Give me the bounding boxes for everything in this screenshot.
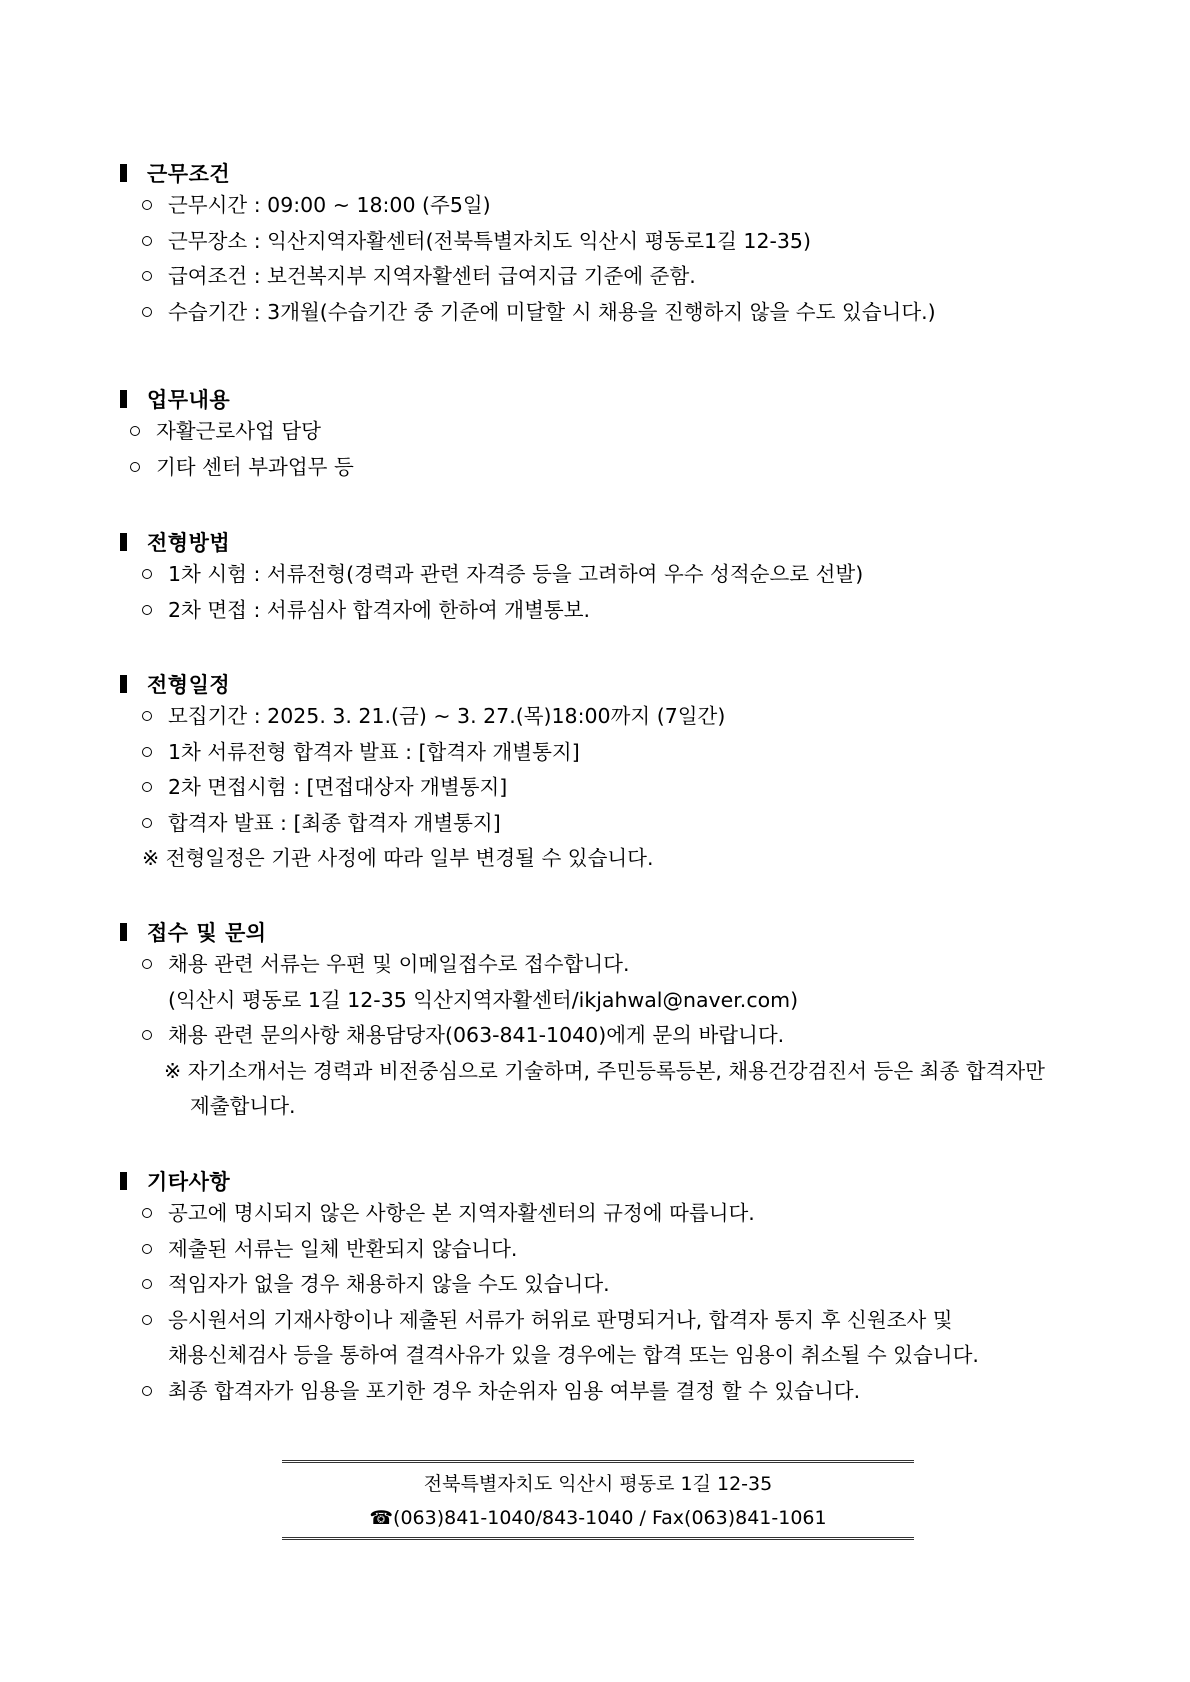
list-item: 근무장소 : 익산지역자활센터(전북특별자치도 익산시 평동로1길 12-35) bbox=[120, 224, 1080, 260]
section-title: 업무내용 bbox=[147, 388, 231, 412]
circle-bullet-icon bbox=[142, 200, 152, 210]
list-item: 기타 센터 부과업무 등 bbox=[120, 450, 1080, 486]
section-marker-icon bbox=[120, 923, 127, 941]
list-item-continued: 채용신체검사 등을 통하여 결격사유가 있을 경우에는 합격 또는 임용이 취소될 수 있습니다. bbox=[168, 1343, 979, 1367]
list-item: 근무시간 : 09:00 ~ 18:00 (주5일) bbox=[120, 188, 1080, 224]
section-header bbox=[120, 384, 1080, 414]
list-item: 2차 면접시험 : [면접대상자 개별통지] bbox=[120, 770, 1080, 806]
section-header bbox=[120, 158, 1080, 188]
list-item: 모집기간 : 2025. 3. 21.(금) ~ 3. 27.(목)18:00까지 (7일간) bbox=[120, 699, 1080, 735]
section-job-description bbox=[120, 384, 1080, 485]
circle-bullet-icon bbox=[142, 782, 152, 792]
section-marker-icon bbox=[120, 533, 127, 551]
circle-bullet-icon bbox=[142, 1030, 152, 1040]
section-title: 전형일정 bbox=[147, 673, 231, 697]
list-item: 1차 서류전형 합격자 발표 : [합격자 개별통지] bbox=[120, 735, 1080, 771]
document-note: ※ 자기소개서는 경력과 비전중심으로 기술하며, 주민등록등본, 채용건강검진서 등은 최종 합격자만 bbox=[164, 1058, 1045, 1083]
list-item: 최종 합격자가 임용을 포기한 경우 차순위자 임용 여부를 결정 할 수 있습니다. bbox=[120, 1374, 1080, 1410]
circle-bullet-icon bbox=[130, 462, 140, 472]
footer-top-rule bbox=[282, 1460, 914, 1463]
section-header bbox=[120, 669, 1080, 699]
circle-bullet-icon bbox=[142, 747, 152, 757]
circle-bullet-icon bbox=[142, 711, 152, 721]
circle-bullet-icon bbox=[142, 307, 152, 317]
section-schedule bbox=[120, 669, 1080, 877]
list-item: 합격자 발표 : [최종 합격자 개별통지] bbox=[120, 806, 1080, 842]
section-title: 기타사항 bbox=[147, 1170, 231, 1194]
list-item: 2차 면접 : 서류심사 합격자에 한하여 개별통보. bbox=[120, 593, 1080, 629]
circle-bullet-icon bbox=[130, 426, 140, 436]
circle-bullet-icon bbox=[142, 1315, 152, 1325]
section-title: 접수 및 문의 bbox=[147, 921, 267, 945]
list-item: 급여조건 : 보건복지부 지역자활센터 급여지급 기준에 준함. bbox=[120, 259, 1080, 295]
section-marker-icon bbox=[120, 390, 127, 408]
section-marker-icon bbox=[120, 1172, 127, 1190]
list-item: 적임자가 없을 경우 채용하지 않을 수도 있습니다. bbox=[120, 1267, 1080, 1303]
circle-bullet-icon bbox=[142, 271, 152, 281]
section-other-matters bbox=[120, 1166, 1080, 1409]
section-marker-icon bbox=[120, 675, 127, 693]
section-title: 전형방법 bbox=[147, 531, 231, 555]
section-title: 근무조건 bbox=[147, 162, 231, 186]
document-note-continued: 제출합니다. bbox=[190, 1094, 296, 1118]
section-selection-method bbox=[120, 527, 1080, 628]
list-item: 1차 시험 : 서류전형(경력과 관련 자격증 등을 고려하여 우수 성적순으로 선발) bbox=[120, 557, 1080, 593]
address-email-line: (익산시 평동로 1길 12-35 익산지역자활센터/ikjahwal@naver.com) bbox=[168, 987, 799, 1012]
circle-bullet-icon bbox=[142, 236, 152, 246]
section-header bbox=[120, 917, 1080, 947]
section-header bbox=[120, 1166, 1080, 1196]
circle-bullet-icon bbox=[142, 1208, 152, 1218]
schedule-note: ※ 전형일정은 기관 사정에 따라 일부 변경될 수 있습니다. bbox=[142, 846, 654, 870]
section-marker-icon bbox=[120, 164, 127, 182]
footer-address: 전북특별자치도 익산시 평동로 1길 12-35 bbox=[423, 1473, 773, 1495]
section-header bbox=[120, 527, 1080, 557]
section-work-conditions bbox=[120, 158, 1080, 330]
circle-bullet-icon bbox=[142, 959, 152, 969]
circle-bullet-icon bbox=[142, 818, 152, 828]
footer bbox=[282, 1460, 914, 1540]
section-application-inquiry bbox=[120, 917, 1080, 1125]
list-item: 제출된 서류는 일체 반환되지 않습니다. bbox=[120, 1232, 1080, 1268]
circle-bullet-icon bbox=[142, 1279, 152, 1289]
footer-bottom-rule bbox=[282, 1537, 914, 1540]
circle-bullet-icon bbox=[142, 569, 152, 579]
footer-contact: ☎(063)841-1040/843-1040 / Fax(063)841-1061 bbox=[369, 1507, 827, 1529]
circle-bullet-icon bbox=[142, 605, 152, 615]
list-item: 수습기간 : 3개월(수습기간 중 기준에 미달할 시 채용을 진행하지 않을 수도 있습니다.) bbox=[120, 295, 1080, 331]
list-item: 자활근로사업 담당 bbox=[120, 414, 1080, 450]
circle-bullet-icon bbox=[142, 1244, 152, 1254]
circle-bullet-icon bbox=[142, 1386, 152, 1396]
list-item: 채용 관련 문의사항 채용담당자(063-841-1040)에게 문의 바랍니다. bbox=[120, 1018, 1080, 1054]
list-item: 응시원서의 기재사항이나 제출된 서류가 허위로 판명되거나, 합격자 통지 후 신원조사 및 bbox=[120, 1303, 1080, 1339]
list-item: 공고에 명시되지 않은 사항은 본 지역자활센터의 규정에 따릅니다. bbox=[120, 1196, 1080, 1232]
list-item: 채용 관련 서류는 우편 및 이메일접수로 접수합니다. bbox=[120, 947, 1080, 983]
